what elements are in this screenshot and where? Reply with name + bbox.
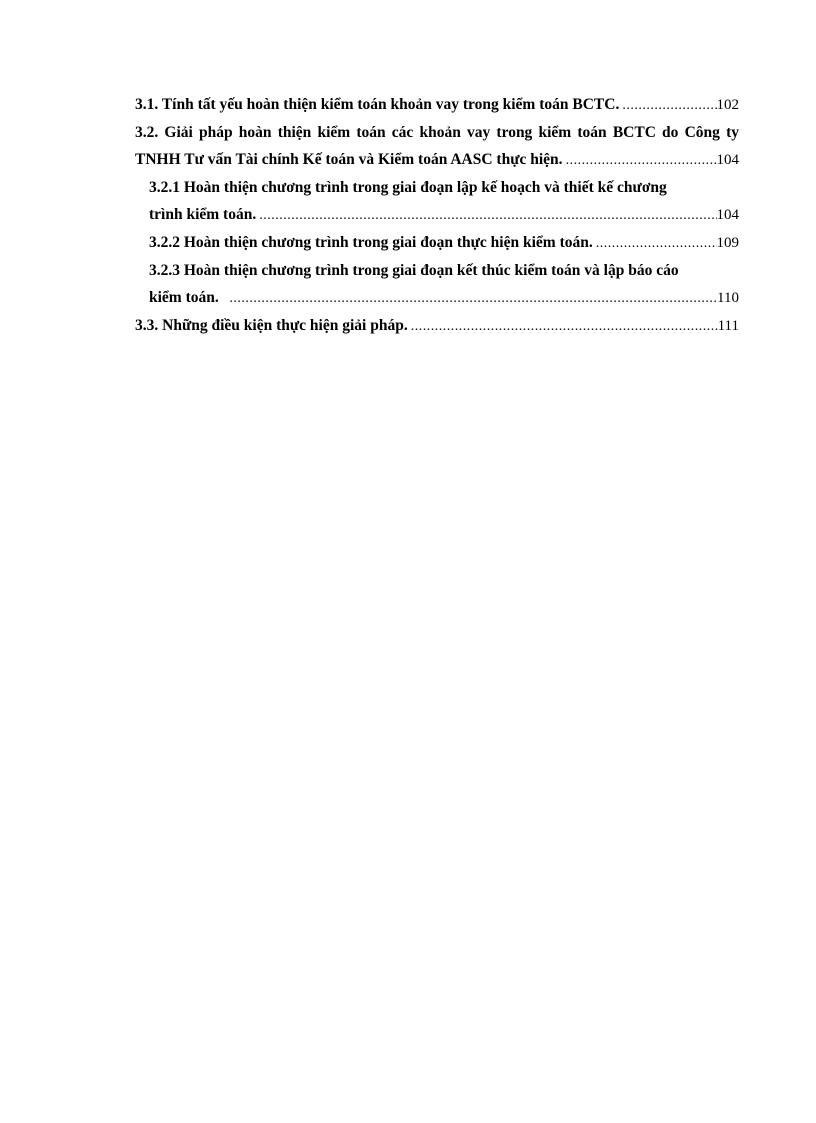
toc-entry-3-2[interactable] (135, 119, 739, 174)
toc-leader-dots (596, 230, 717, 257)
toc-entry-title-line2: trình kiểm toán. (149, 206, 257, 223)
toc-page-number: 111 (717, 318, 739, 334)
toc-leader-dots (411, 313, 718, 340)
toc-entry-3-2-3[interactable] (135, 257, 739, 312)
toc-leader-dots (259, 202, 716, 229)
toc-entry-title-line2: TNHH Tư vấn Tài chính Kế toán và Kiểm toán AASC thực hiện. (135, 151, 563, 168)
toc-entry-title: 3.2.2 Hoàn thiện chương trình trong giai đoạn thực hiện kiểm toán. (149, 234, 593, 251)
toc-entry-title: 3.1. Tính tất yếu hoàn thiện kiểm toán khoản vay trong kiểm toán BCTC. (135, 96, 620, 113)
toc-entry-3-2-2[interactable] (135, 229, 739, 257)
toc-entry-title: 3.3. Những điều kiện thực hiện giải pháp. (135, 317, 408, 334)
toc-page-number: 102 (716, 97, 739, 113)
toc-entry-title-line2: kiểm toán. (149, 289, 219, 306)
toc-line (135, 91, 739, 119)
toc-page-number: 104 (716, 152, 739, 168)
toc-line (149, 229, 739, 257)
toc-entry-title-line1: 3.2. Giải pháp hoàn thiện kiểm toán các khoản vay trong kiểm toán BCTC do Công ty (135, 124, 739, 141)
toc-entry-3-3[interactable] (135, 312, 739, 340)
toc-entry-3-1[interactable] (135, 91, 739, 119)
toc-entry-title-line1: 3.2.3 Hoàn thiện chương trình trong giai đoạn kết thúc kiểm toán và lập báo cáo (149, 262, 679, 279)
toc-line (135, 312, 739, 340)
toc-entry-title-line1: 3.2.1 Hoàn thiện chương trình trong giai đoạn lập kế hoạch và thiết kế chương (149, 179, 667, 196)
toc-leader-dots (622, 92, 716, 119)
toc-line (149, 284, 739, 312)
toc-page-number: 110 (717, 290, 739, 306)
toc-page-number: 104 (716, 207, 739, 223)
toc-page-number: 109 (716, 235, 739, 251)
toc-line (149, 201, 739, 229)
toc-line (135, 146, 739, 174)
toc-entry-3-2-1[interactable] (135, 174, 739, 229)
toc-leader-dots (566, 147, 717, 174)
table-of-contents (135, 91, 739, 340)
toc-leader-dots (229, 285, 717, 312)
